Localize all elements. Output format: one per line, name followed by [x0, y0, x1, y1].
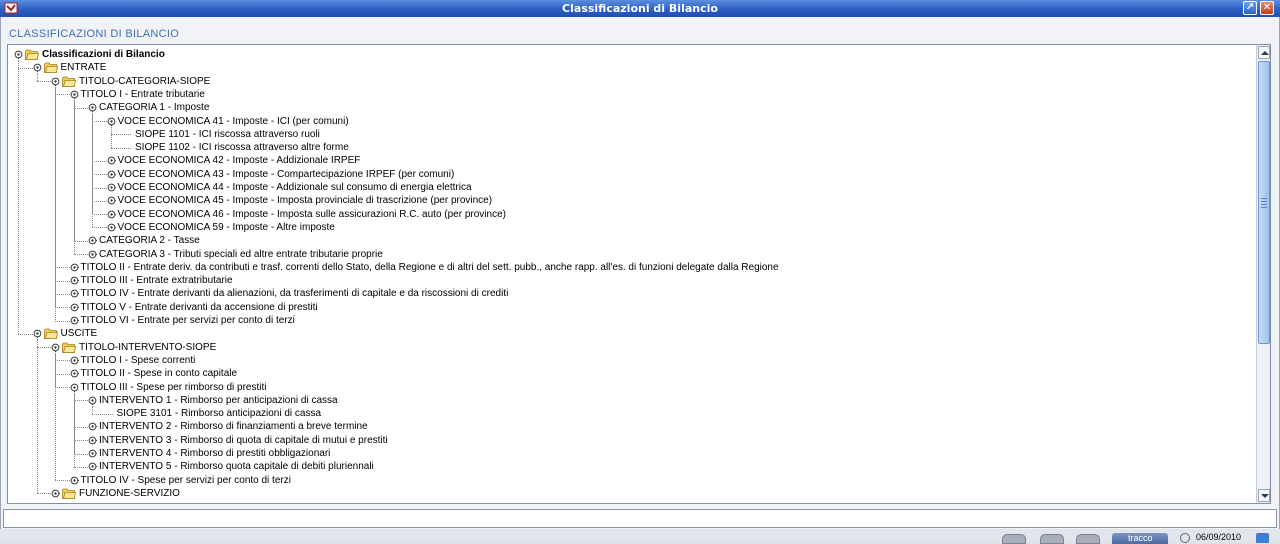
collapsed-node-icon[interactable] [107, 210, 116, 219]
tree-node-label: VOCE ECONOMICA 41 - Imposte - ICI (per comuni) [117, 115, 349, 127]
tree-node-label: TITOLO VI - Entrate per servizi per conto di terzi [80, 315, 295, 326]
collapsed-node-icon[interactable] [107, 223, 116, 232]
main-panel [0, 17, 1280, 507]
grip-line [1261, 198, 1267, 199]
tree-node-label: VOCE ECONOMICA 42 - Imposte - Addizionale IRPEF [117, 155, 361, 167]
folder-icon [62, 342, 76, 353]
classification-tree[interactable] [8, 46, 1255, 503]
tree-node[interactable] [8, 141, 1248, 154]
tree-folder-node[interactable] [8, 48, 1248, 61]
window-title: Classificazioni di Bilancio [562, 2, 718, 15]
tree-node-label: TITOLO I - Spese correnti [80, 354, 196, 366]
status-date: 06/09/2010 [1196, 532, 1242, 542]
tree-node-label: TITOLO-CATEGORIA-SIOPE [79, 75, 211, 87]
status-bar [0, 507, 1280, 529]
tree-node-label: TITOLO-INTERVENTO-SIOPE [79, 341, 217, 353]
collapsed-node-icon[interactable] [70, 263, 79, 272]
tree-node[interactable] [8, 261, 1248, 274]
folder-icon [44, 62, 58, 73]
tree-folder-node[interactable] [8, 341, 1248, 354]
tree-node-label: Classificazioni di Bilancio [42, 49, 165, 60]
arrow-down-icon [1261, 493, 1269, 499]
tree-node[interactable] [8, 367, 1248, 380]
window-titlebar[interactable] [0, 0, 1280, 17]
tree-node[interactable] [8, 434, 1248, 447]
tree-node-label: TITOLO II - Entrate deriv. da contributi e trasf. correnti dello Stato, della Regione e di altri del sett. pubb., anche rapp. all'es. di funzioni delegate dalla Regione [80, 261, 779, 273]
tree-folder-node[interactable] [8, 75, 1248, 88]
tree-node-label: VOCE ECONOMICA 43 - Imposte - Compartecipazione IRPEF (per comuni) [117, 168, 455, 180]
collapsed-node-icon[interactable] [70, 276, 79, 285]
tree-node-label: USCITE [60, 328, 98, 340]
expanded-node-icon[interactable] [33, 329, 42, 338]
collapsed-node-icon[interactable] [70, 476, 79, 485]
tree-node-label: FUNZIONE-SERVIZIO [79, 487, 180, 499]
tray-button[interactable] [1040, 534, 1064, 544]
expanded-node-icon[interactable] [51, 343, 60, 352]
tree-node[interactable] [8, 128, 1248, 141]
tree-node[interactable] [8, 301, 1248, 314]
collapsed-node-icon[interactable] [107, 183, 116, 192]
tree-node-label: SIOPE 3101 - Rimborso anticipazioni di cassa [116, 408, 322, 420]
expanded-node-icon[interactable] [107, 117, 116, 126]
tree-node[interactable] [8, 154, 1248, 167]
tree-node-label: INTERVENTO 1 - Rimborso per anticipazioni di cassa [99, 394, 338, 406]
collapsed-node-icon[interactable] [70, 356, 79, 365]
tree-node[interactable] [8, 181, 1248, 194]
tree-folder-node[interactable] [8, 487, 1248, 500]
tree-node[interactable] [8, 208, 1248, 221]
tree-node[interactable] [8, 274, 1248, 287]
tree-panel [7, 44, 1271, 504]
tree-node[interactable] [8, 221, 1248, 234]
collapsed-node-icon[interactable] [88, 250, 97, 259]
scroll-up-button[interactable] [1258, 46, 1270, 59]
tree-node-label: CATEGORIA 3 - Tributi speciali ed altre entrate tributarie proprie [99, 248, 383, 260]
tree-node[interactable] [8, 407, 1248, 420]
tree-node-label: SIOPE 1101 - ICI riscossa attraverso ruoli [135, 128, 320, 140]
close-window-button[interactable]: ✕ [1260, 1, 1274, 15]
tree-node-label: VOCE ECONOMICA 44 - Imposte - Addizionale sul consumo di energia elettrica [117, 182, 472, 193]
tree-node-label: VOCE ECONOMICA 45 - Imposte - Imposta provinciale di trascrizione (per province) [117, 195, 493, 207]
tree-node[interactable] [8, 314, 1248, 327]
tree-node[interactable] [8, 234, 1248, 247]
tree-node-label: TITOLO IV - Spese per servizi per conto di terzi [80, 474, 291, 486]
tray-button[interactable] [1002, 534, 1026, 544]
folder-icon [25, 49, 39, 60]
tree-node[interactable] [8, 115, 1248, 128]
grip-line [1261, 207, 1267, 208]
tree-node-label: INTERVENTO 4 - Rimborso di prestiti obbligazionari [99, 448, 331, 459]
tree-node[interactable] [8, 287, 1248, 300]
grip-line [1261, 204, 1267, 205]
tree-node[interactable] [8, 447, 1248, 460]
collapsed-node-icon[interactable] [107, 170, 116, 179]
collapsed-node-icon[interactable] [88, 462, 97, 471]
tree-node-label: TITOLO III - Entrate extratributarie [80, 275, 233, 287]
expanded-node-icon[interactable] [70, 383, 79, 392]
expanded-node-icon[interactable] [14, 50, 23, 59]
folder-icon [62, 488, 76, 499]
collapsed-node-icon[interactable] [88, 449, 97, 458]
vertical-scrollbar[interactable] [1256, 45, 1270, 503]
expanded-node-icon[interactable] [88, 396, 97, 405]
tree-folder-node[interactable] [8, 327, 1248, 340]
tree-node-label: TITOLO V - Entrate derivanti da accensione di prestiti [80, 301, 318, 313]
tree-node-label: TITOLO I - Entrate tributarie [80, 88, 205, 100]
section-title: CLASSIFICAZIONI DI BILANCIO [9, 28, 180, 40]
expanded-node-icon[interactable] [51, 77, 60, 86]
tree-node[interactable] [8, 460, 1248, 473]
collapsed-node-icon[interactable] [107, 196, 116, 205]
tree-node[interactable] [8, 88, 1248, 101]
tray-button[interactable] [1076, 534, 1100, 544]
tree-node-label: TITOLO IV - Entrate derivanti da alienazioni, da trasferimenti di capitale e da riscossioni di crediti [80, 288, 509, 300]
tree-node-label: VOCE ECONOMICA 59 - Imposte - Altre imposte [117, 221, 335, 233]
collapsed-node-icon[interactable] [107, 156, 116, 165]
tree-node[interactable] [8, 420, 1248, 433]
taskbar-strip [0, 529, 1280, 542]
scrollbar-thumb[interactable] [1258, 61, 1270, 344]
user-badge[interactable]: tracco [1112, 533, 1168, 544]
tree-node[interactable] [8, 354, 1248, 367]
collapsed-node-icon[interactable] [70, 303, 79, 312]
tree-node[interactable] [8, 168, 1248, 181]
tree-node[interactable] [8, 248, 1248, 261]
arrow-up-icon [1261, 50, 1269, 56]
tree-node-label: TITOLO II - Spese in conto capitale [80, 368, 238, 380]
status-field [3, 509, 1277, 528]
folder-icon [62, 76, 76, 87]
grip-line [1261, 201, 1267, 202]
collapsed-node-icon[interactable] [70, 316, 79, 325]
collapsed-node-icon[interactable] [51, 489, 60, 498]
tree-node-label: INTERVENTO 2 - Rimborso di finanziamenti a breve termine [99, 421, 368, 433]
tree-node-label: SIOPE 1102 - ICI riscossa attraverso altre forme [135, 142, 349, 154]
collapsed-node-icon[interactable] [88, 436, 97, 445]
tree-node[interactable] [8, 394, 1248, 407]
tree-node[interactable] [8, 194, 1248, 207]
tree-node[interactable] [8, 381, 1248, 394]
tree-node-label: VOCE ECONOMICA 46 - Imposte - Imposta sulle assicurazioni R.C. auto (per province) [117, 208, 506, 220]
restore-window-button[interactable]: ↗ [1243, 1, 1257, 15]
tree-node-label: ENTRATE [60, 62, 107, 74]
expanded-node-icon[interactable] [33, 63, 42, 72]
tree-node-label: CATEGORIA 1 - Imposte [99, 102, 210, 114]
expanded-node-icon[interactable] [70, 90, 79, 99]
tree-folder-node[interactable] [8, 61, 1248, 74]
tree-node-label: INTERVENTO 5 - Rimborso quota capitale di debiti pluriennali [99, 461, 374, 473]
tree-node-label: TITOLO III - Spese per rimborso di prestiti [80, 381, 267, 393]
collapsed-node-icon[interactable] [70, 289, 79, 298]
tree-node[interactable] [8, 474, 1248, 487]
collapsed-node-icon[interactable] [88, 422, 97, 431]
collapsed-node-icon[interactable] [88, 236, 97, 245]
tree-node-label: INTERVENTO 3 - Rimborso di quota di capitale di mutui e prestiti [99, 434, 388, 446]
tree-node[interactable] [8, 101, 1248, 114]
collapsed-node-icon[interactable] [70, 369, 79, 378]
tree-node-label: CATEGORIA 2 - Tasse [99, 235, 200, 247]
scroll-down-button[interactable] [1258, 489, 1270, 502]
folder-icon [44, 328, 58, 339]
expanded-node-icon[interactable] [88, 103, 97, 112]
